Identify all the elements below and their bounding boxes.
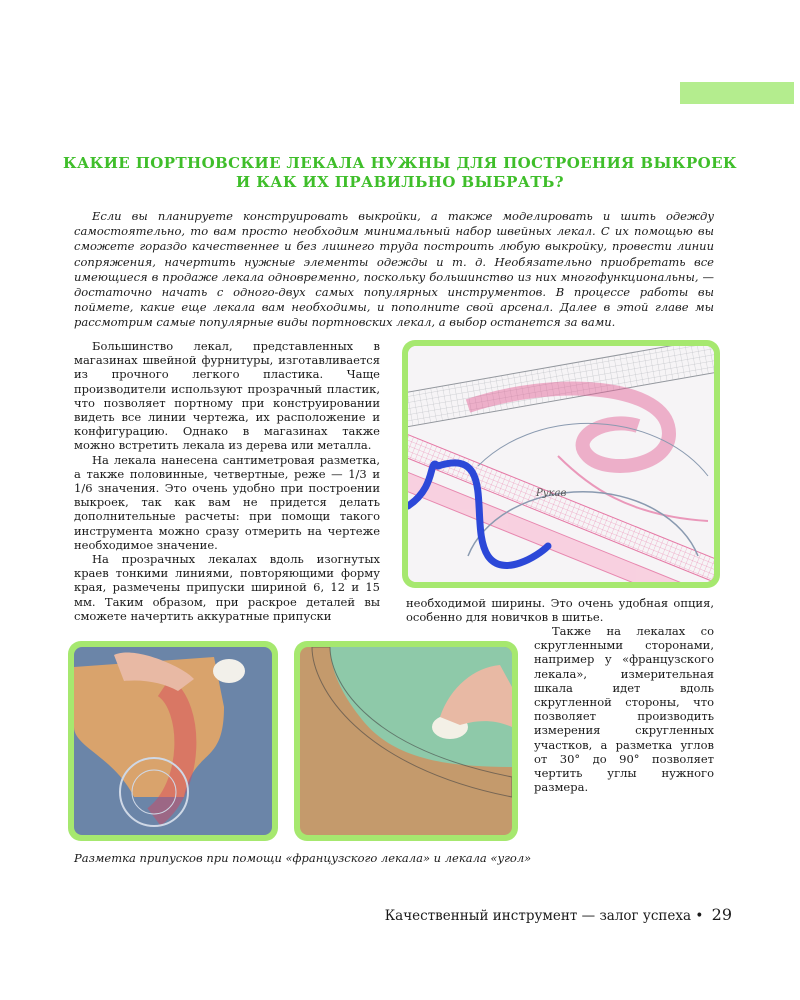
footer-bullet: • — [695, 908, 704, 924]
photo-label-rukav: Рукав — [536, 488, 567, 499]
chapter-tab-marker — [680, 82, 794, 104]
body-paragraph-3: На прозрачных лекалах вдоль изогнутых краев тонкими линиями, повторяющими форму края, размечены припуски шириной 6, 12 и 15 мм. Таким образом, при раскрое деталей вы сможете начертить аккуратные припуски — [74, 552, 380, 623]
figure-caption: Разметка припусков при помощи «французского лекала» и лекала «угол» — [74, 851, 532, 865]
left-column — [74, 339, 380, 623]
section-title-line2: И КАК ИХ ПРАВИЛЬНО ВЫБРАТЬ? — [236, 173, 564, 191]
page-footer — [385, 906, 732, 925]
photo-rulers-set — [402, 340, 720, 588]
section-title — [60, 154, 740, 192]
photo-angle-ruler — [294, 641, 518, 841]
french-curve-illustration — [74, 647, 272, 835]
body-paragraph-2: На лекала нанесена сантиметровая разметка, а также половинные, четвертные, реже — 1/3 и 1/6 значения. Это очень удобно при построении выкроек, так как вам не придется делать дополнительные расчеты: при помощи такого инструмента можно сразу отмерить на чертеже необходимое значение. — [74, 452, 380, 552]
body-paragraph-1: Большинство лекал, представленных в магазинах швейной фурнитуры, изготавливается из прочного легкого пластика. Чаще производители используют прозрачный пластик, что позволяет портному при конструировании видеть все линии чертежа, их расположение и конфигурацию. Однако в магазинах также можно встретить лекала из дерева или металла. — [74, 339, 380, 453]
running-title: Качественный инструмент — залог успеха — [384, 908, 692, 924]
section-title-line1: КАКИЕ ПОРТНОВСКИЕ ЛЕКАЛА НУЖНЫ ДЛЯ ПОСТРОЕНИЯ ВЫКРОЕК — [63, 154, 737, 172]
body-paragraph-3-continued: необходимой ширины. Это очень удобная опция, особенно для новичков в шитье. — [406, 596, 714, 625]
body-paragraph-4: Также на лекалах со скругленными сторонами, например у «французского лекала», измерительная шкала идет вдоль скругленной стороны, что позволяет производить измерения скругленных участков, а разметка углов от 30° до 90° позволяет чертить углы нужного размера. — [534, 624, 714, 795]
photo-french-curve — [68, 641, 278, 841]
intro-paragraph: Если вы планируете конструировать выкройки, а также моделировать и шить одежду самостоятельно, то вам просто необходим минимальный набор швейных лекал. С их помощью вы сможете гораздо качественнее и без лишнего труда построить любую выкройку, провести линии сопряжения, начертить нужные элементы одежды и т. д. Необязательно приобретать все имеющиеся в продаже лекала одновременно, поскольку большинство из них многофункциональны, — достаточно начать с одного-двух самых популярных инструментов. В процессе работы вы поймете, какие еще лекала вам необходимы, и пополните свой арсенал. Далее в этой главе мы рассмотрим самые популярные виды портновских лекал, а выбор останется за вами. — [74, 209, 714, 330]
rulers-illustration — [408, 346, 714, 582]
page-number: 29 — [711, 905, 732, 924]
angle-ruler-illustration — [300, 647, 512, 835]
